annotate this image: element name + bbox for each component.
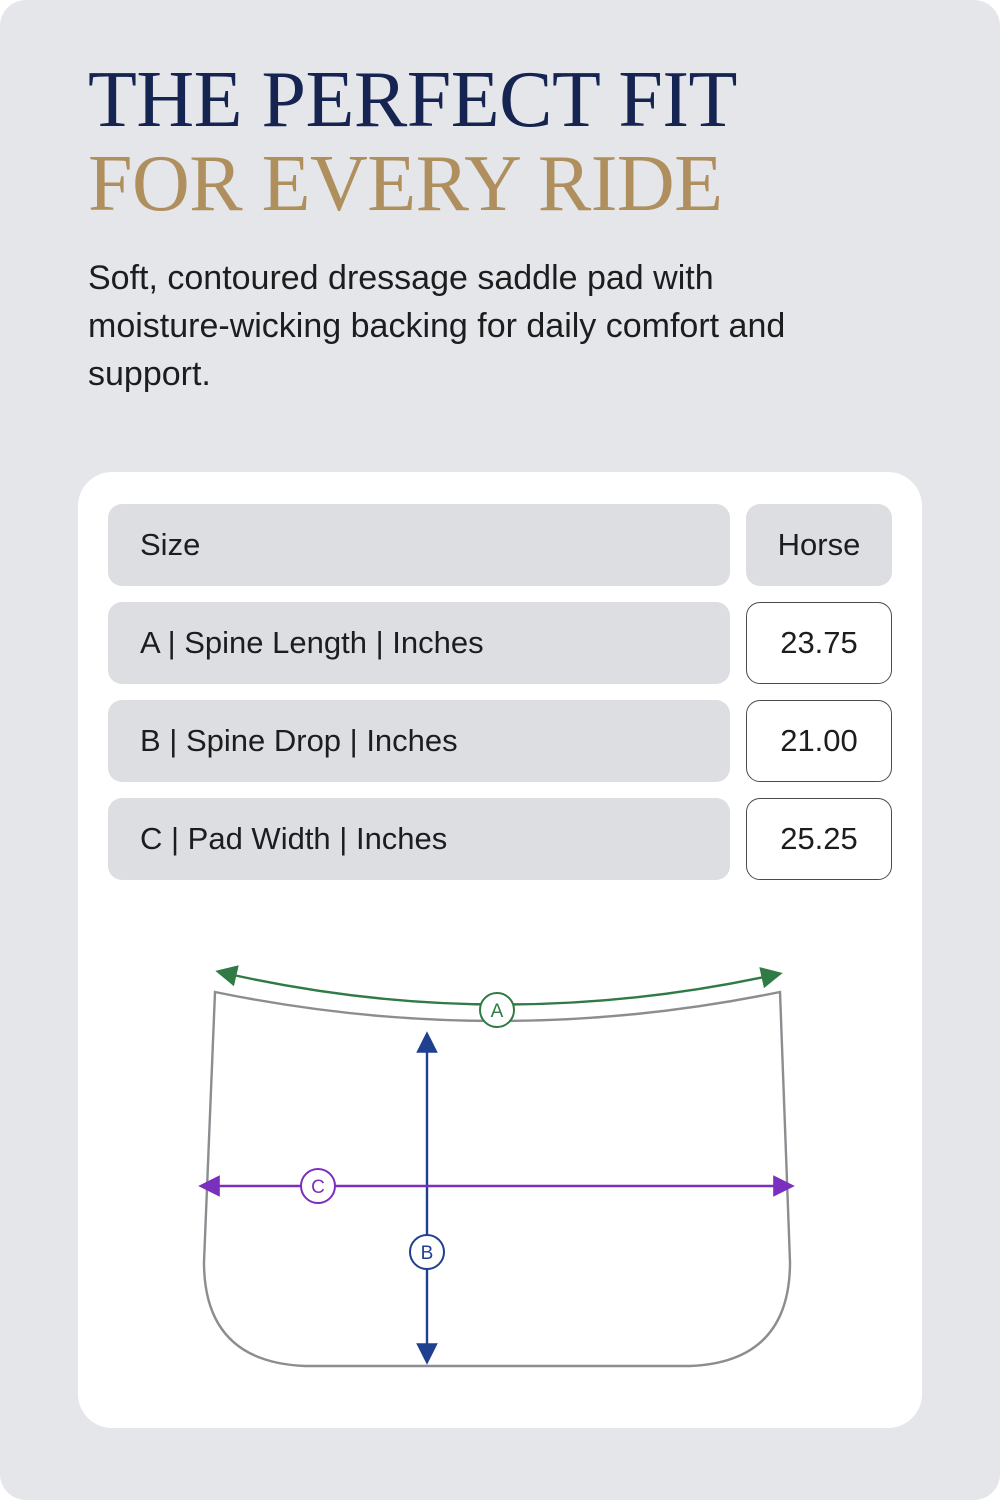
table-row xyxy=(108,700,892,782)
size-chart-card xyxy=(78,472,922,1428)
page-subtitle: Soft, contoured dressage saddle pad with moisture-wicking backing for daily comfort and support. xyxy=(88,258,786,394)
row-value: 21.00 xyxy=(746,700,892,782)
marker-b-label: B xyxy=(420,1243,434,1264)
row-label: A | Spine Length | Inches xyxy=(108,602,730,684)
row-label: B | Spine Drop | Inches xyxy=(108,700,730,782)
marker-c-label: C xyxy=(311,1177,325,1198)
table-row xyxy=(108,504,892,586)
spec-table xyxy=(78,472,922,880)
pad-outline-shape xyxy=(204,992,790,1366)
row-label: C | Pad Width | Inches xyxy=(108,798,730,880)
saddle-pad-diagram xyxy=(78,962,922,1402)
page-title-line1: THE PERFECT FIT xyxy=(88,56,737,144)
row-label: Size xyxy=(108,504,730,586)
header xyxy=(0,0,1000,398)
page-title-line2: FOR EVERY RIDE xyxy=(88,140,723,228)
row-value: 23.75 xyxy=(746,602,892,684)
row-value: Horse xyxy=(746,504,892,586)
table-row xyxy=(108,798,892,880)
table-row xyxy=(108,602,892,684)
row-value: 25.25 xyxy=(746,798,892,880)
marker-a-label: A xyxy=(490,1001,504,1022)
